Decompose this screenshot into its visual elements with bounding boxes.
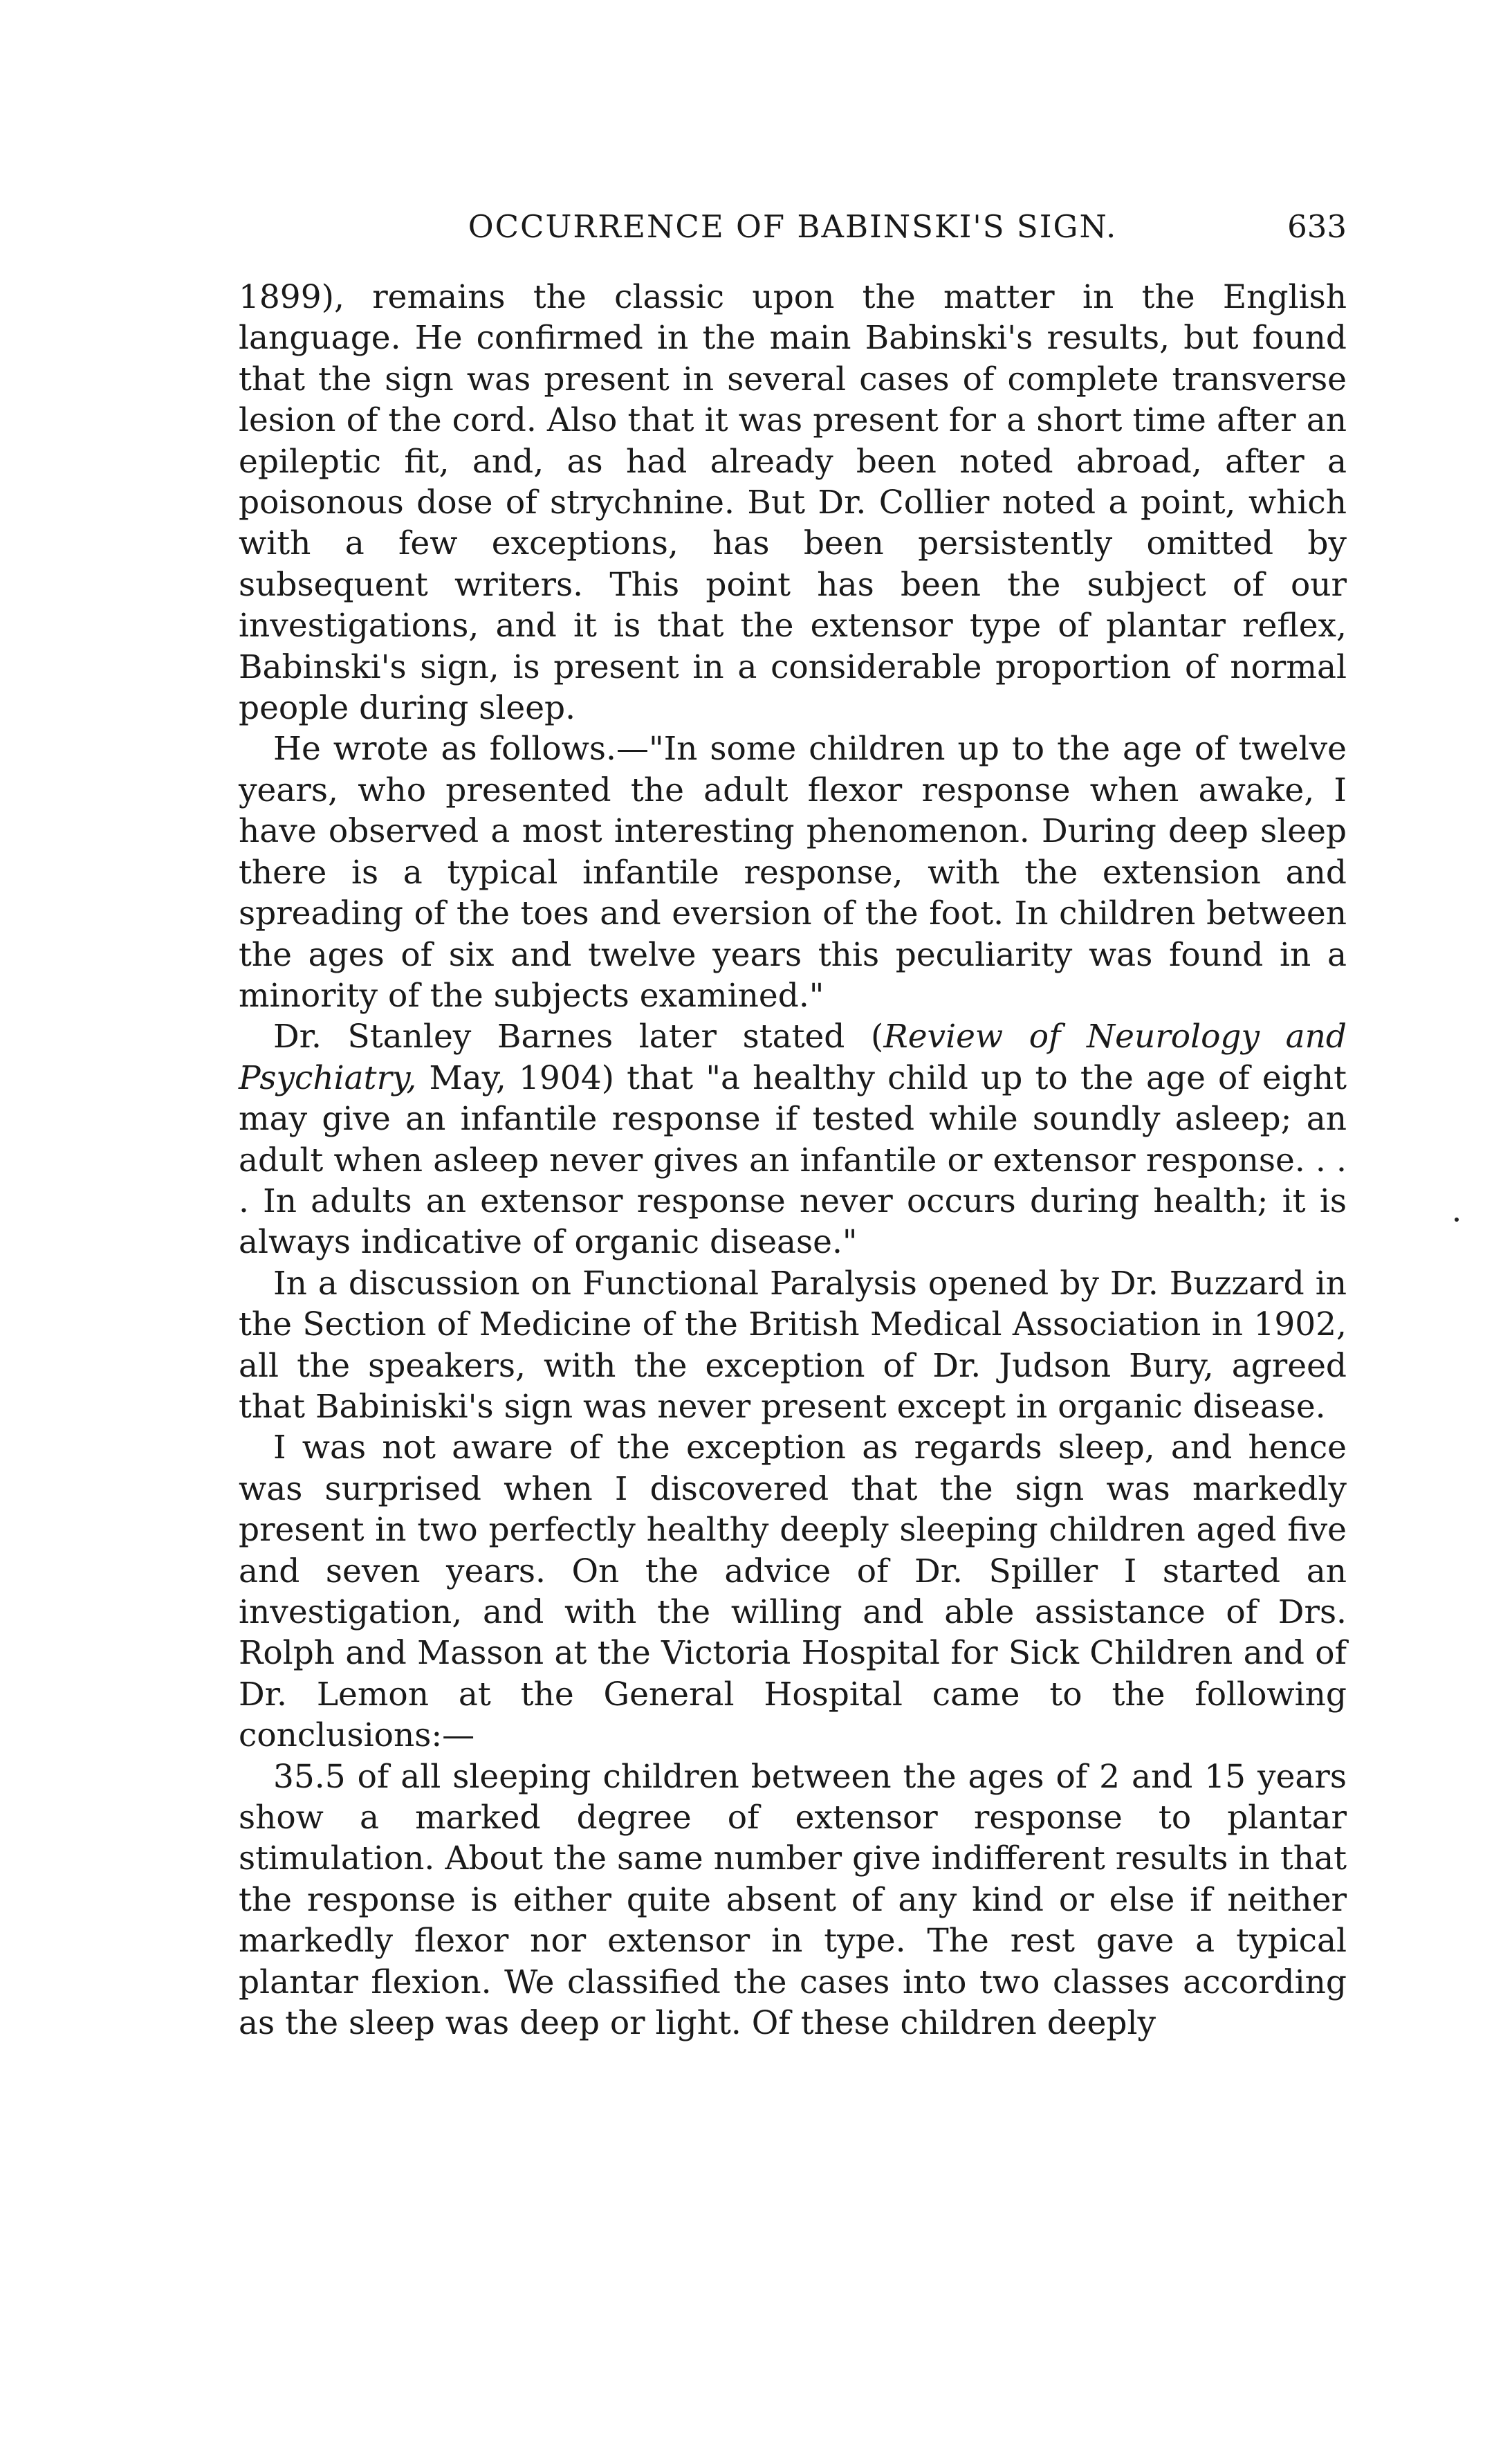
paragraph-investigation: I was not aware of the exception as regards sleep, and hence was surprised when I discovered that the sign was markedly present in two perfectly healthy deeply sleeping children aged five and seven years. On the advice of Dr. Spiller I started an investigation, and with the willing and able assistance of Drs. Rolph and Masson at the Victoria Hospital for Sick Children and of Dr. Lemon at the General Hospital came to the following conclusions:— [239, 1429, 1347, 1755]
running-title: OCCURRENCE OF BABINSKI'S SIGN. [468, 208, 1118, 245]
barnes-text-before: Dr. Stanley Barnes later stated ( [273, 1018, 884, 1056]
page-number: 633 [1287, 208, 1347, 245]
paragraph-collier-quote: He wrote as follows.—"In some children up to the age of twelve years, who presented the adult flexor response when awake, I have observed a most interesting phenomenon. During deep sleep there is a typical infantile response, with the extension and spreading of the toes and eversion of the foot. In children between the ages of six and twelve years this peculiarity was found in a minority of the subjects examined." [239, 730, 1347, 1015]
paragraph-barnes-quote [239, 1016, 1347, 1263]
paragraph-buzzard-discussion: In a discussion on Functional Paralysis opened by Dr. Buzzard in the Section of Medicine of the British Medical Association in 1902, all the speakers, with the exception of Dr. Judson Bury, agreed that Babiniski's sign was never present except in organic disease. [239, 1264, 1347, 1426]
paragraph-collier-summary: 1899), remains the classic upon the matter in the English language. He confirmed in the main Babinski's results, but found that the sign was present in several cases of complete transverse lesion of the cord. Also that it was present for a short time after an epileptic fit, and, as had already been noted abroad, after a poisonous dose of strychnine. But Dr. Collier noted a point, which with a few exceptions, has been persistently omitted by subsequent writers. This point has been the subject of our investigations, and it is that the extensor type of plantar reflex, Babinski's sign, is present in a considerable proportion of normal people during sleep. [239, 278, 1347, 728]
journal-title: Review of Neurology and Psychiatry, [239, 1018, 1347, 1097]
barnes-text-after: May, 1904) that "a healthy child up to the age of eight may give an infantile response if tested while soundly asleep; an adult when asleep never gives an infantile or extensor response. . . . In adults an extensor response never occurs during health; it is always indicative of organic disease." [239, 1058, 1347, 1262]
paragraph-findings: 35.5 of all sleeping children between the ages of 2 and 15 years show a marked degree of extensor response to plantar stimulation. About the same number give indifferent results in that the response is either quite absent of any kind or else if neither markedly flexor nor extensor in type. The rest gave a typical plantar flexion. We classified the cases into two classes according as the sleep was deep or light. Of these children deeply [239, 1757, 1347, 2043]
page-header [239, 199, 1347, 255]
body-text [239, 277, 1347, 2044]
margin-mark [1455, 1218, 1459, 1222]
